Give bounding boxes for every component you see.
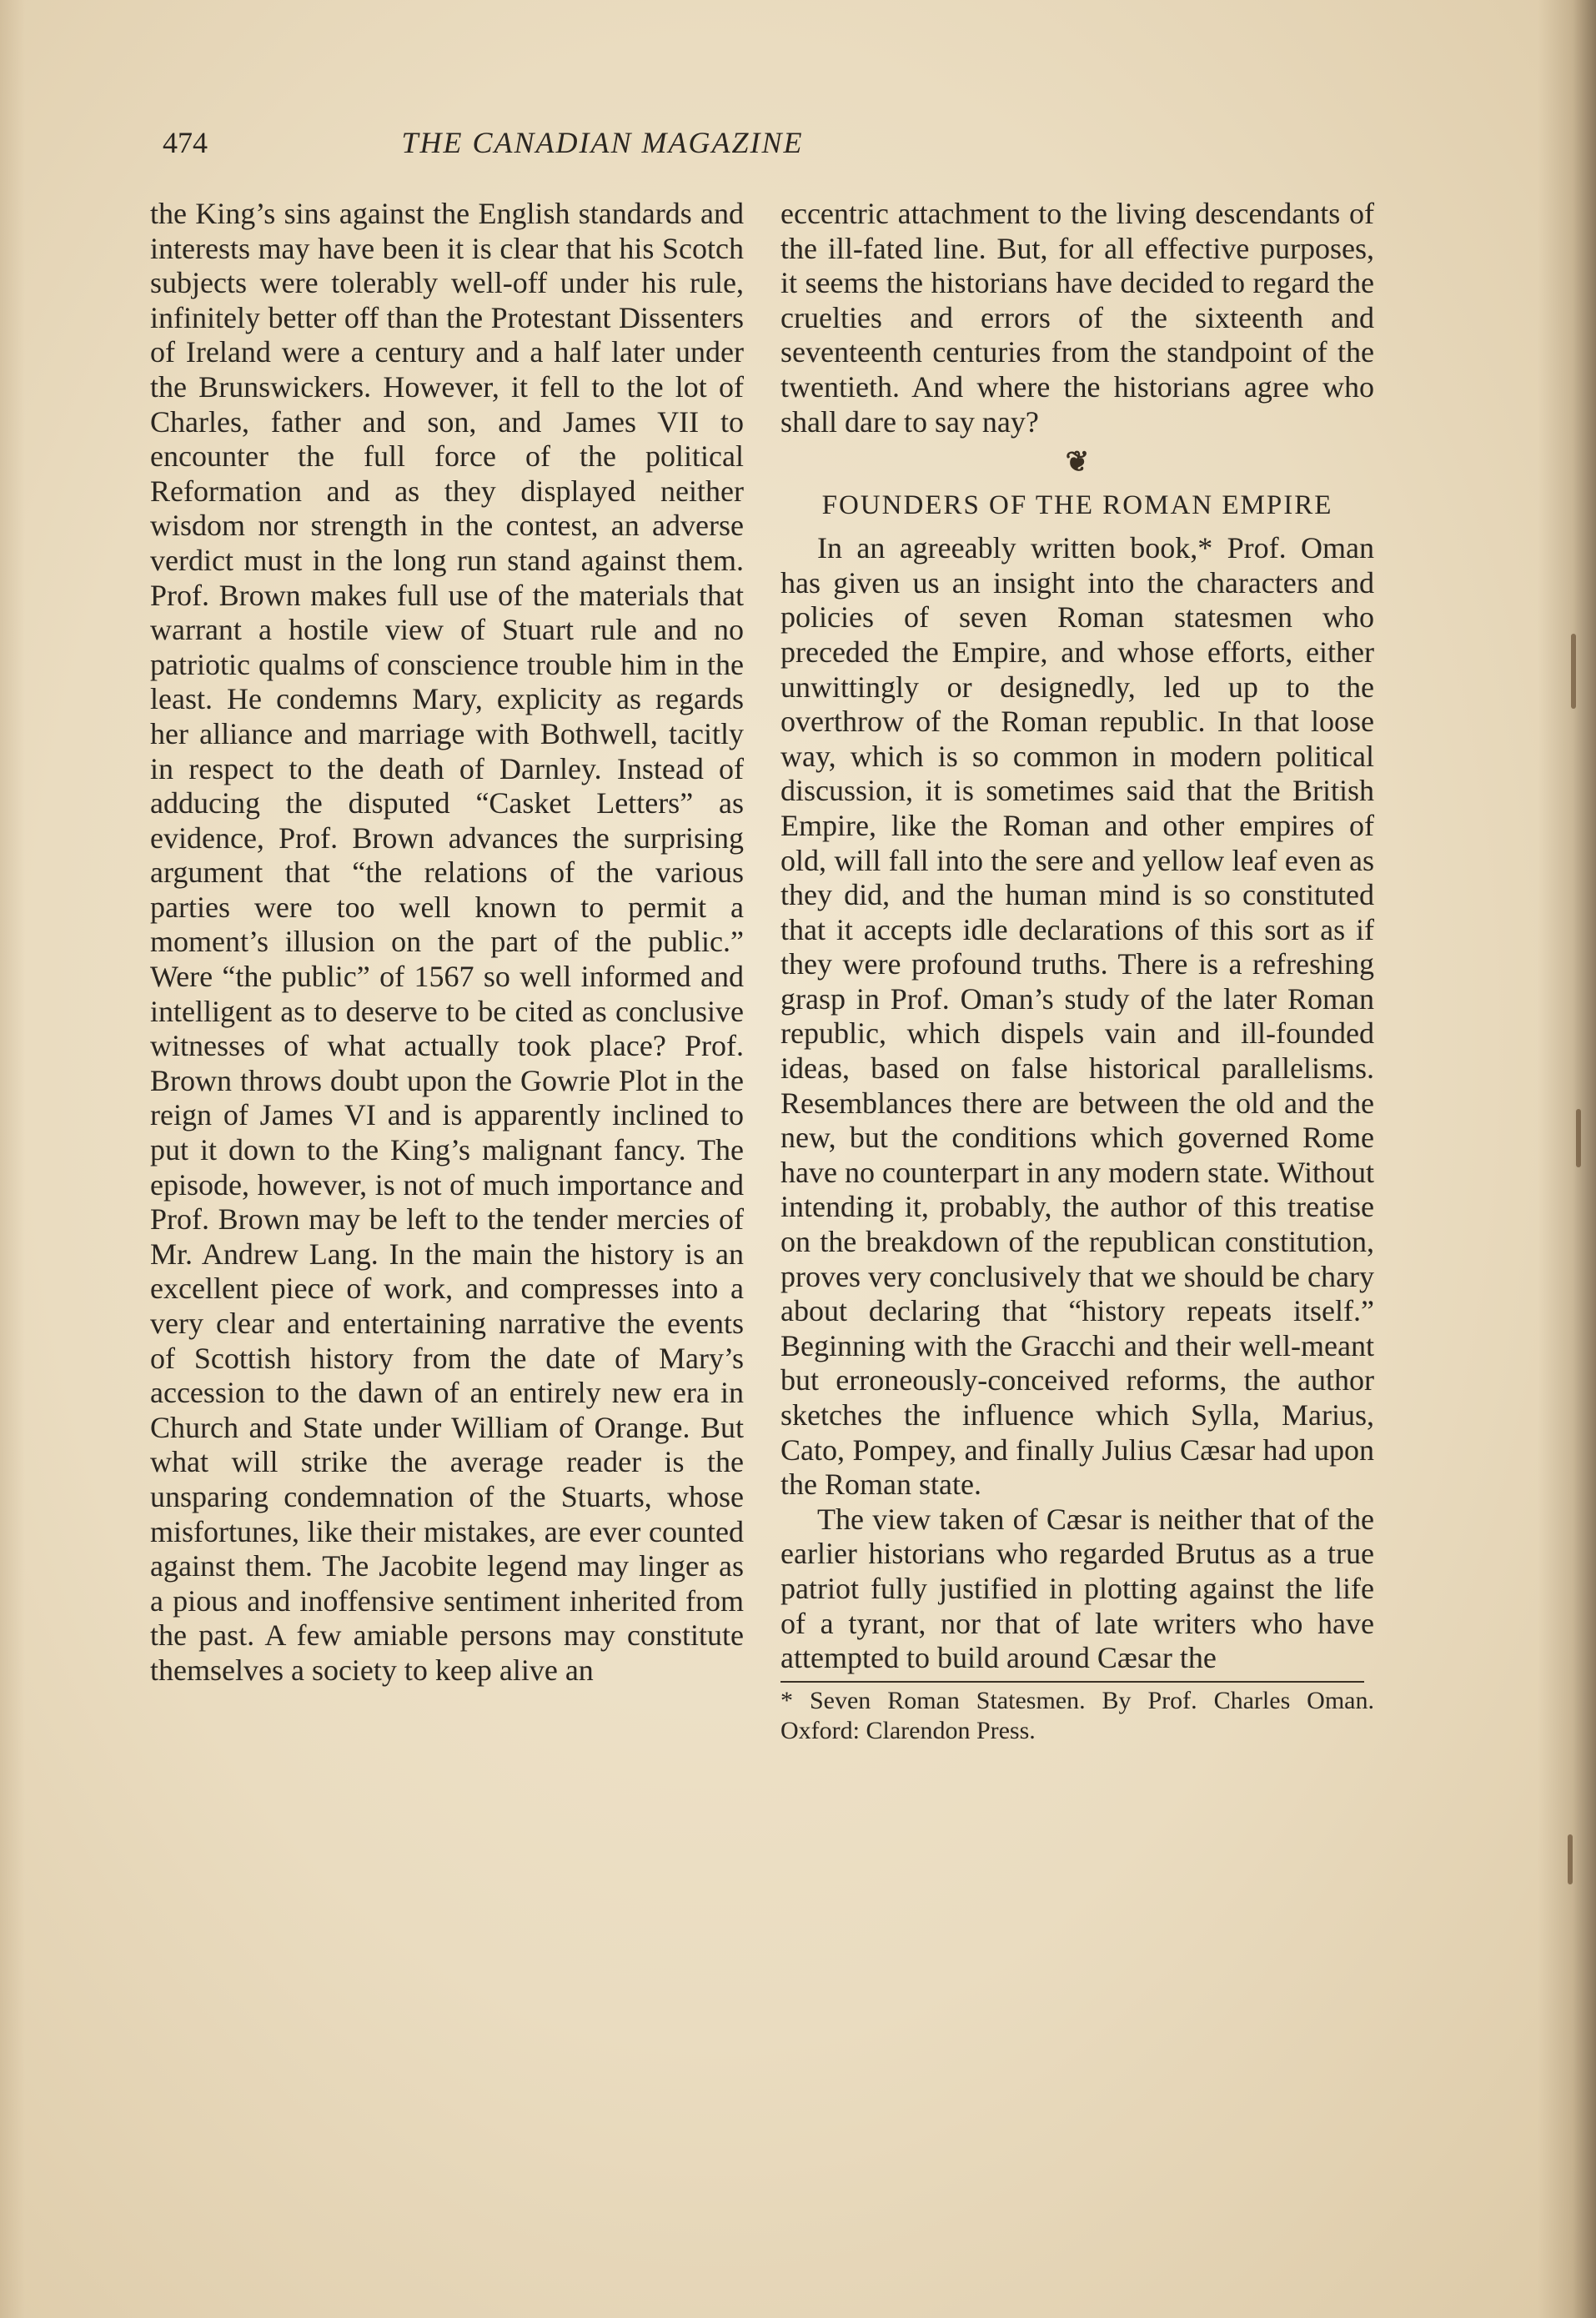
page-edge-shading xyxy=(1538,0,1596,2318)
page-edge-mark xyxy=(1576,1109,1581,1167)
left-column xyxy=(150,197,744,1688)
section-ornament-icon: ❦ xyxy=(1065,447,1090,479)
page-number: 474 xyxy=(163,126,208,159)
right-column xyxy=(780,197,1374,1746)
page-edge-mark xyxy=(1571,634,1576,709)
right-column-paragraph-3: The view taken of Cæsar is neither that of the earlier historians who regarded Brutus as a true patriot fully justified in plotting against the life of a tyrant, nor that of late writers who have attempted to build around Cæsar the xyxy=(780,1502,1374,1675)
footnote: * Seven Roman Statesmen. By Prof. Charles Oman. Oxford: Clarendon Press. xyxy=(780,1686,1374,1744)
page-edge-mark xyxy=(1568,1834,1573,1884)
running-title: THE CANADIAN MAGAZINE xyxy=(401,126,804,159)
section-heading: FOUNDERS OF THE ROMAN EMPIRE xyxy=(821,490,1333,521)
left-column-paragraph: the King’s sins against the English standards and interests may have been it is clear that his Scotch subjects were tolerably well-off under his rule, infinitely better off than the Protestant Dissenters of Ireland were a century and a half later under the Brunswickers. However, it fell to the lot of Charles, father and son, and James VII to encounter the full force of the political Reformation and as they displayed neither wisdom nor strength in the contest, an adverse verdict must in the long run stand against them. Prof. Brown makes full use of the materials that warrant a hostile view of Stuart rule and no patriotic qualms of conscience trouble him in the least. He condemns Mary, explicity as regards her alliance and marriage with Bothwell, tacitly in respect to the death of Darnley. Instead of adducing the disputed “Casket Letters” as evidence, Prof. Brown advances the surprising argument that “the relations of the various parties were too well known to permit a moment’s illusion on the part of the public.” Were “the public” of 1567 so well informed and intelligent as to deserve to be cited as conclusive witnesses of what actually took place? Prof. Brown throws doubt upon the Gowrie Plot in the reign of James VI and is apparently inclined to put it down to the King’s malignant fancy. The episode, however, is not of much importance and Prof. Brown may be left to the tender mercies of Mr. Andrew Lang. In the main the history is an excellent piece of work, and compresses into a very clear and entertaining narrative the events of Scottish history from the date of Mary’s accession to the dawn of an entirely new era in Church and State under William of Orange. But what will strike the average reader is the unsparing condemnation of the Stuarts, whose misfortunes, like their mistakes, are ever counted against them. The Jacobite legend may linger as a pious and inoffensive sentiment inherited from the past. A few amiable persons may constitute themselves a society to keep alive an xyxy=(150,197,744,1687)
right-column-paragraph-1: eccentric attachment to the living descendants of the ill-fated line. But, for all effective purposes, it seems the historians have decided to regard the cruelties and errors of the sixteenth and seventeenth centuries from the standpoint of the twentieth. And where the historians agree who shall dare to say nay? xyxy=(780,197,1374,439)
page-header xyxy=(163,125,1042,175)
page-gutter-shading xyxy=(0,0,25,2318)
right-column-paragraph-2: In an agreeably written book,* Prof. Oman has given us an insight into the characters and policies of seven Roman statesmen who preceded the Empire, and whose efforts, either unwittingly or designedly, led up to the overthrow of the Roman republic. In that loose way, which is so common in modern political discussion, it is sometimes said that the British Empire, like the Roman and other empires of old, will fall into the sere and yellow leaf even as they did, and the human mind is so constituted that it accepts idle declarations of this sort as if they were profound truths. There is a refreshing grasp in Prof. Oman’s study of the later Roman republic, which dispels vain and ill-founded ideas, based on false historical parallelisms. Resemblances there are between the old and the new, but the conditions which governed Rome have no counterpart in any modern state. Without intending it, probably, the author of this treatise on the breakdown of the republican constitution, proves very conclusively that we should be chary about declaring that “history repeats itself.” Beginning with the Gracchi and their well-meant but erroneously-conceived reforms, the author sketches the influence which Sylla, Marius, Cato, Pompey, and finally Julius Cæsar had upon the Roman state. xyxy=(780,531,1374,1502)
footnote-rule xyxy=(780,1681,1364,1683)
